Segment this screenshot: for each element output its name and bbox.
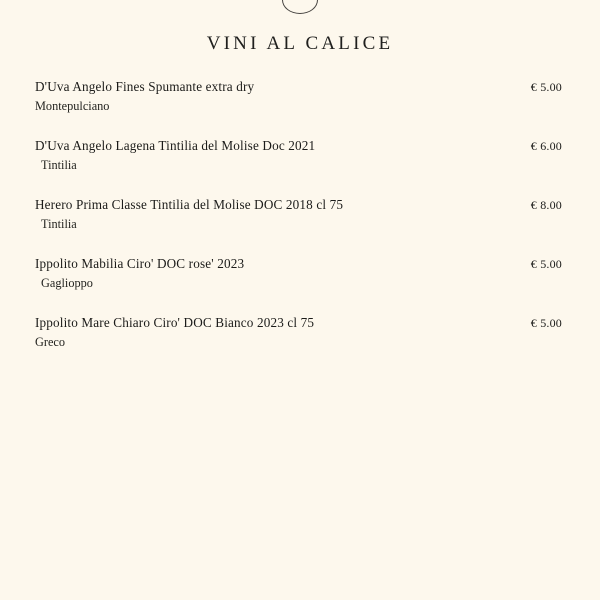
item-grape: Tintilia xyxy=(41,157,77,172)
item-name: D'Uva Angelo Lagena Tintilia del Molise Doc 2021 xyxy=(35,138,316,154)
item-price: € 5.00 xyxy=(530,316,562,331)
item-grape: Greco xyxy=(35,334,66,349)
list-item xyxy=(0,255,600,292)
item-price: € 5.00 xyxy=(530,257,562,272)
item-row xyxy=(35,137,562,155)
item-grape: Gaglioppo xyxy=(41,275,93,290)
page-title: VINI AL CALICE xyxy=(206,33,394,54)
item-name: Ippolito Mare Chiaro Ciro' DOC Bianco 2023 cl 75 xyxy=(35,315,315,331)
item-name: D'Uva Angelo Fines Spumante extra dry xyxy=(35,79,255,94)
item-row xyxy=(35,196,562,214)
list-item xyxy=(0,196,600,233)
item-price: € 6.00 xyxy=(530,139,562,154)
list-item xyxy=(0,137,600,174)
wine-list xyxy=(0,78,600,373)
list-item xyxy=(0,314,600,351)
list-item xyxy=(0,78,600,115)
item-grape: Montepulciano xyxy=(35,98,110,113)
item-name: Ippolito Mabilia Ciro' DOC rose' 2023 xyxy=(35,256,245,272)
item-price: € 5.00 xyxy=(530,80,562,94)
item-name: Herero Prima Classe Tintilia del Molise DOC 2018 cl 75 xyxy=(35,197,344,213)
item-grape: Tintilia xyxy=(41,216,77,231)
item-row xyxy=(35,255,562,273)
item-price: € 8.00 xyxy=(530,198,562,213)
item-row xyxy=(35,314,562,332)
item-row xyxy=(35,78,562,96)
